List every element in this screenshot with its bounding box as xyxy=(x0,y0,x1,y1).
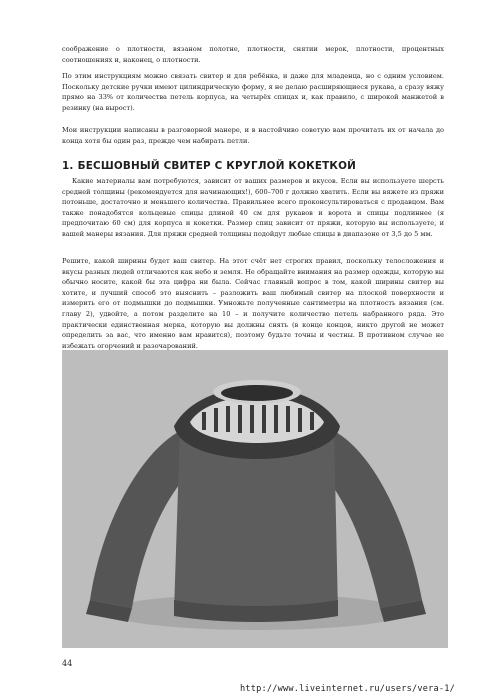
sweater-illustration xyxy=(62,350,448,648)
width-paragraph: Решите, какой ширины будет ваш свитер. На этот счёт нет строгих правил, поскольку телосложения и вкусы разных людей отличаются как небо и земля. Не обращайте внимания на размер одежды, которую вы обычно носите, какой бы эта цифра ни была. Сейчас главный вопрос в том, какой ширины свитер вы хотите, и лучший способ это выяснить – разложить ваш любимый свитер на плоской поверхности и измерить его от подмышки до подмышки. Умножьте полученные сантиметры на плотность вязания (см. главу 2), удвойте, а потом разделите на 10 – и получите количество петель набранного ряда. Это практически единственная мерка, которую вы должны снять (в конце концов, никто другой не может определить за вас, что именно вам нравится), поэтому будьте точны и честны. В противном случае не избежать огорчений и разочарований. xyxy=(62,257,444,350)
intro-paragraph-3: Мои инструкции написаны в разговорной манере, и в настойчиво советую вам прочитать их от начала до конца хотя бы один раз, прежде чем набирать петли. xyxy=(62,126,444,145)
section-title: БЕСШОВНЫЙ СВИТЕР С КРУГЛОЙ КОКЕТКОЙ xyxy=(77,160,357,172)
page-number: 44 xyxy=(62,659,73,668)
section-number: 1. xyxy=(62,160,74,172)
intro-paragraph-1: соображение о плотности, вязаном полотне, плотности, снятии мерок, плотности, процентных соотношениях и, наконец, о плотности. xyxy=(62,45,444,64)
materials-paragraph: Какие материалы вам потребуются, зависит от ваших размеров и вкусов. Если вы используете шерсть средней толщины (рекомендуется для начинающих!), 600–700 г должно хватить. Если вы вяжете из пряжи потоньше, достаточно и меньшего количества. Правильнее всего проконсультироваться с продавцом. Вам также понадобятся кольцевые спицы длиной 40 см для рукавов и ворота и спицы подлиннее (я предпочитаю 60 см) для корпуса и кокетки. Размер спиц зависит от пряжи, которую вы используете, и вашей манеры вязания. Для пряжи средней толщины подойдут любые спицы в диапазоне от 3,5 до 5 мм. xyxy=(62,177,444,238)
section-heading xyxy=(62,160,442,172)
sweater-photo xyxy=(62,350,448,648)
intro-paragraph-2: По этим инструкциям можно связать свитер и для ребёнка, и даже для младенца, но с одним условием. Поскольку детские ручки имеют цилиндрическую форму, я не делаю расширяющиеся рукава, а сразу вяжу прямо на 33% от количества петель корпуса, на четырёх спицах и, как правило, с широкой манжетой в резинку (на вырост). xyxy=(62,72,444,112)
watermark-url[interactable]: http://www.liveinternet.ru/users/vera-1/ xyxy=(240,684,455,694)
